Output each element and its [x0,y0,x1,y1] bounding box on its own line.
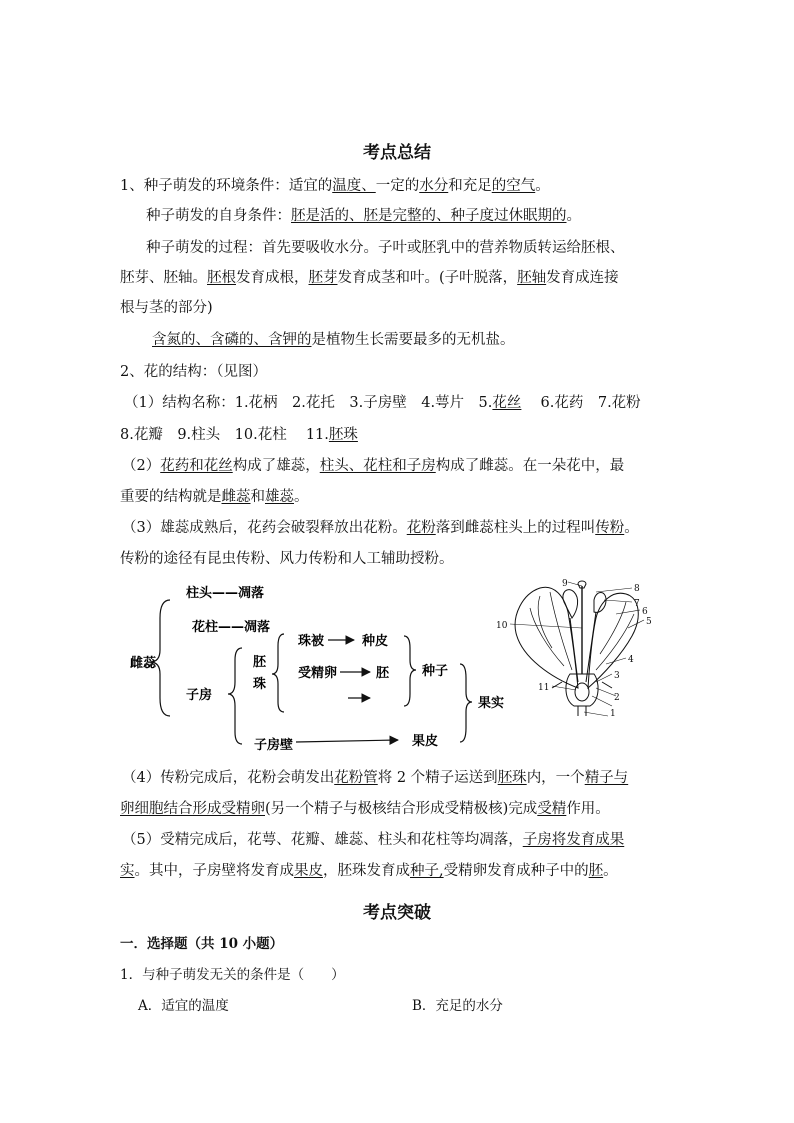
flower-label-1: 1 [610,709,616,719]
s1-line3: 种子萌发的过程：首先要吸收水分。子叶或胚乳中的营养物质转运给胚根、 [146,240,625,256]
label-zhubei: 珠被 [298,634,325,649]
label-zhongpi: 种皮 [362,634,389,649]
question-1: 1．与种子萌发无关的条件是（ ） [120,967,345,983]
s2-p1-line1: （1）结构名称：1.花柄 2.花托 3.子房壁 4.萼片 5.花丝 6.花药 7.花粉 [124,395,641,411]
arrow-zifangbi [296,740,398,742]
option-a[interactable]: A．适宜的温度 [138,998,229,1014]
s1-line2: 种子萌发的自身条件：胚是活的、胚是完整的、种子度过休眠期的。 [146,208,581,224]
flower-label-6: 6 [642,607,648,617]
s1-line1: 1、种子萌发的环境条件：适宜的温度、一定的水分和充足的空气。 [120,178,550,194]
label-cirui: 雌蕊 [130,656,157,671]
label-pei: 胚 [376,666,390,681]
s1-line4: 胚芽、胚轴。胚根发育成根，胚芽发育成茎和叶。(子叶脱落，胚轴发育成连接 [120,270,619,286]
s2-p3-line2: 传粉的途径有昆虫传粉、风力传粉和人工辅助授粉。 [120,551,454,567]
pedicel [578,706,586,716]
s2-p2-line2: 重要的结构就是雌蕊和雄蕊。 [120,489,309,505]
label-peizhu-2: 珠 [253,677,267,692]
flower-label-4: 4 [628,655,634,665]
flower-label-3: 3 [614,671,620,681]
s2-heading: 2、花的结构：（见图） [120,364,267,380]
flower-structure-illustration [492,578,678,718]
s1-line5: 根与茎的部分) [120,300,213,316]
section-choice: 一．选择题（共 10 小题） [120,936,284,952]
s5-line2: 实。其中，子房壁将发育成果皮，胚珠发育成种子,受精卵发育成种子中的胚。 [120,863,618,879]
brace-peizhu [272,634,284,712]
flower-label-9: 9 [562,579,568,589]
title-kaodian-tupo: 考点突破 [363,903,431,923]
s1-line6: 含氮的、含磷的、含钾的是植物生长需要最多的无机盐。 [152,332,515,348]
s5-line1: （5）受精完成后，花萼、花瓣、雄蕊、柱头和花柱等均凋落，子房将发育成果 [122,832,625,848]
brace-zhongzi [404,636,416,706]
brace-guoshi [460,664,472,742]
flower-label-10: 10 [496,621,508,631]
label-guopi: 果皮 [412,734,439,749]
filaments [570,612,596,682]
anther-right [594,593,606,613]
label-zifangbi: 子房壁 [254,738,294,753]
flower-label-2: 2 [614,693,620,703]
s4-line1: （4）传粉完成后，花粉会萌发出花粉管将 2 个精子运送到胚珠内，一个精子与 [122,770,629,786]
label-shoujingluan: 受精卵 [298,666,338,681]
petal-left [515,587,578,688]
label-huazhu: 花柱——凋落 [192,620,271,635]
s4-line2: 卵细胞结合形成受精卵(另一个精子与极核结合形成受精极核)完成受精作用。 [120,801,610,817]
option-b[interactable]: B．充足的水分 [412,998,503,1014]
s2-p2-line1: （2）花药和花丝构成了雄蕊，柱头、花柱和子房构成了雌蕊。在一朵花中，最 [122,458,625,474]
brace-zifang [228,648,242,744]
flower-label-8: 8 [634,584,640,594]
ovule [575,683,589,701]
label-guoshi: 果实 [478,696,505,711]
title-kaodian-zongjie: 考点总结 [363,143,431,163]
flower-label-5: 5 [646,617,652,627]
anther-left [563,590,578,618]
label-zhutou: 柱头——凋落 [186,586,265,601]
s2-p1-line2: 8.花瓣 9.柱头 10.花柱 11.胚珠 [120,427,358,443]
label-peizhu-1: 胚 [253,655,267,670]
s2-p3-line1: （3）雄蕊成熟后，花药会破裂释放出花粉。花粉落到雌蕊柱头上的过程叫传粉。 [122,520,639,536]
flower-label-7: 7 [634,599,640,609]
label-zifang: 子房 [186,688,213,703]
label-zhongzi: 种子 [422,664,449,679]
flower-label-11: 11 [538,683,550,693]
